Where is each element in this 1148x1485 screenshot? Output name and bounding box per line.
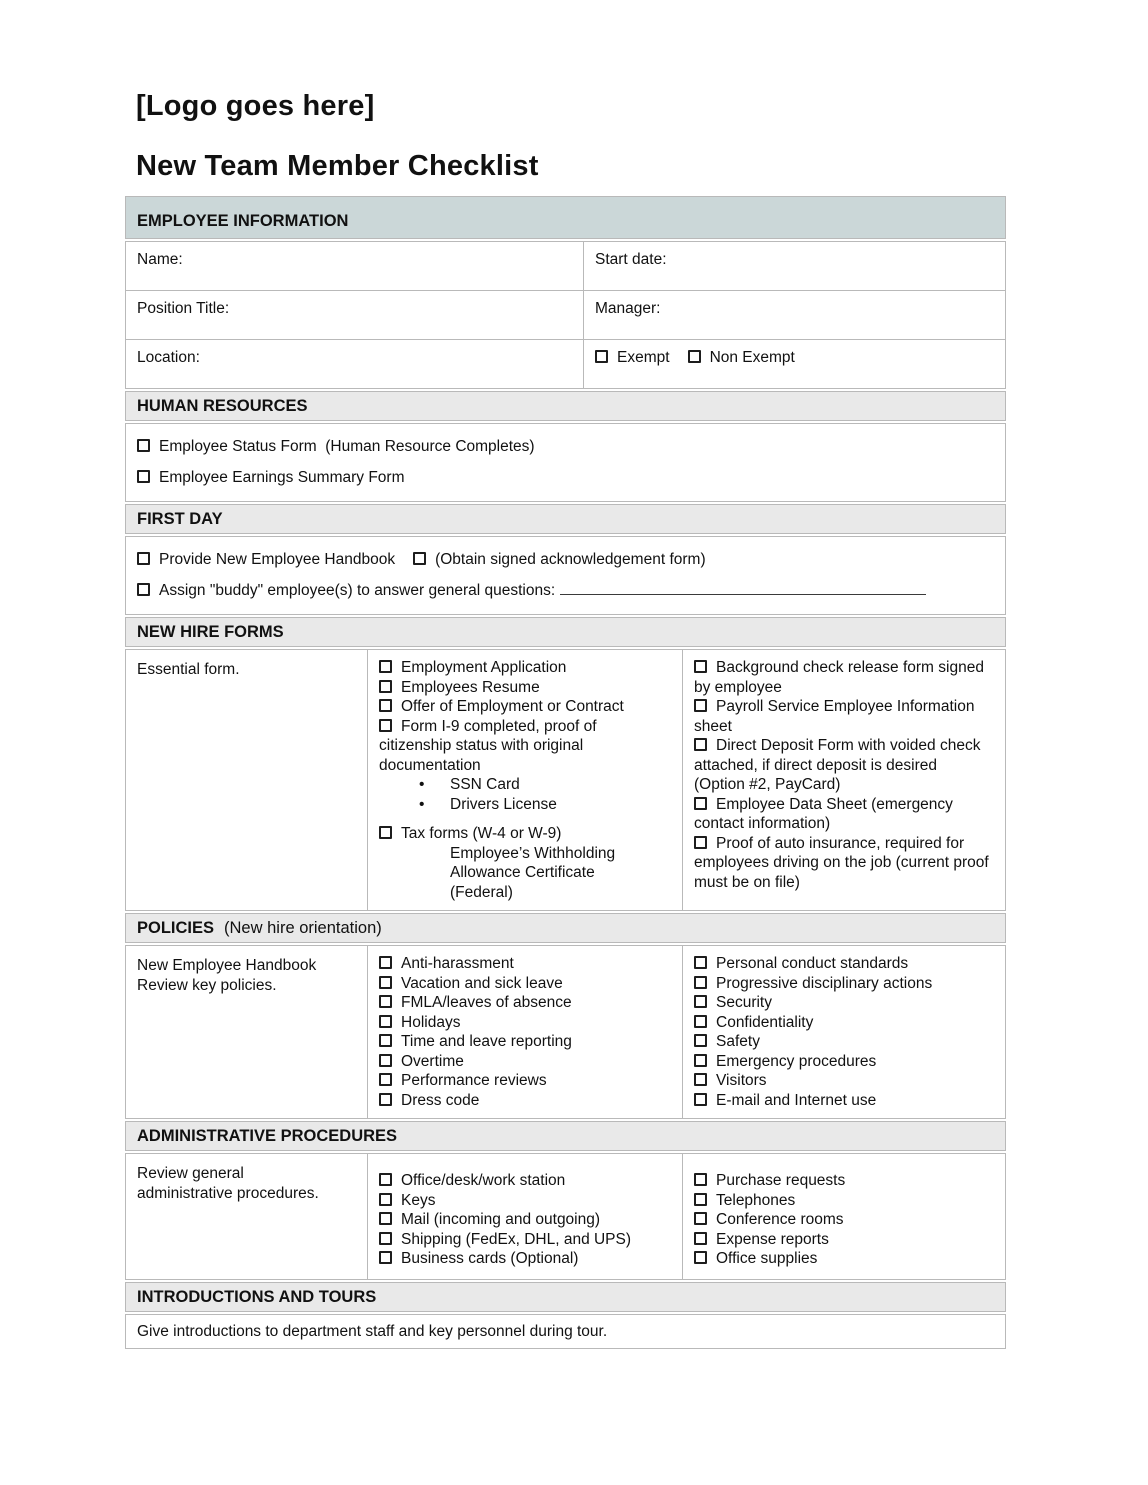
administrative-label-cell <box>126 1154 367 1279</box>
fill-in-blank-line[interactable] <box>560 582 926 595</box>
item-label: Vacation and sick leave <box>401 974 563 992</box>
item-checkbox[interactable] <box>379 1193 392 1206</box>
bullet-item <box>379 795 671 815</box>
checklist-item <box>379 1191 671 1211</box>
item-label: Employees Resume <box>401 678 540 696</box>
item-label: Time and leave reporting <box>401 1033 572 1050</box>
new-hire-forms-label-cell <box>126 650 367 910</box>
page-title: New Team Member Checklist <box>136 150 539 182</box>
row-label: New Employee Handbook <box>137 957 317 974</box>
item-label: Overtime <box>401 1052 464 1070</box>
item-checkbox[interactable] <box>379 1015 392 1028</box>
item-checkbox[interactable] <box>694 836 707 849</box>
item-checkbox[interactable] <box>694 1212 707 1225</box>
start-date-label: Start date: <box>595 251 667 268</box>
item-label: Assign "buddy" employee(s) to answer general questions: <box>159 581 556 599</box>
location-field[interactable] <box>126 340 583 388</box>
item-checkbox[interactable] <box>379 1212 392 1225</box>
item-checkbox[interactable] <box>379 719 392 732</box>
item-label: Anti-harassment <box>401 955 514 972</box>
item-label: Expense reports <box>716 1230 829 1248</box>
section-header-first-day: FIRST DAY <box>125 504 1006 534</box>
item-label: Direct Deposit Form with voided check attached, if direct deposit is desired (Option #2, PayCard) <box>694 737 985 793</box>
section-header-new-hire-forms: NEW HIRE FORMS <box>125 617 1006 647</box>
checklist-item <box>694 1171 994 1191</box>
employee-info-row-name <box>125 241 1006 291</box>
checklist-item <box>694 1091 994 1111</box>
item-label: Office supplies <box>716 1250 818 1267</box>
item-checkbox[interactable] <box>379 956 392 969</box>
non-exempt-label: Non Exempt <box>709 349 795 366</box>
item-checkbox[interactable] <box>137 439 150 452</box>
policies-row <box>125 945 1006 1119</box>
item-label: Keys <box>401 1191 436 1209</box>
section-header-human-resources: HUMAN RESOURCES <box>125 391 1006 421</box>
introductions-text: Give introductions to department staff and key personnel during tour. <box>137 1323 608 1340</box>
item-checkbox[interactable] <box>137 583 150 596</box>
new-hire-forms-row <box>125 649 1006 911</box>
administrative-procedures-row <box>125 1153 1006 1280</box>
item-checkbox[interactable] <box>379 1073 392 1086</box>
item-checkbox[interactable] <box>694 1232 707 1245</box>
manager-label: Manager: <box>595 300 661 317</box>
policies-label-cell <box>126 946 367 1118</box>
administrative-col2 <box>682 1154 1005 1279</box>
item-label: Employee Data Sheet (emergency contact information) <box>694 795 958 832</box>
item-checkbox[interactable] <box>694 1251 707 1264</box>
checklist-item <box>379 1013 671 1033</box>
item-label: Provide New Employee Handbook <box>159 551 396 568</box>
new-hire-forms-col2 <box>682 650 1005 910</box>
checklist-item <box>694 1191 994 1211</box>
item-checkbox[interactable] <box>379 680 392 693</box>
logo-placeholder: [Logo goes here] <box>136 90 375 122</box>
bullet-item <box>379 775 671 795</box>
item-checkbox[interactable] <box>694 660 707 673</box>
item-label: Proof of auto insurance, required for employees driving on the job (current proof must be on file) <box>694 834 993 891</box>
item-label: Telephones <box>716 1191 796 1209</box>
item-label: Confidentiality <box>716 1013 814 1031</box>
location-label: Location: <box>137 349 200 366</box>
item-checkbox[interactable] <box>379 1093 392 1106</box>
item-checkbox[interactable] <box>413 552 426 565</box>
new-hire-forms-col1 <box>367 650 682 910</box>
section-header-introductions-and-tours: INTRODUCTIONS AND TOURS <box>125 1282 1006 1312</box>
checklist-item <box>694 834 994 893</box>
item-label: Progressive disciplinary actions <box>716 974 933 992</box>
checklist-item <box>694 974 994 994</box>
exempt-checkbox[interactable] <box>595 350 608 363</box>
checklist-item <box>137 550 994 570</box>
checklist-item <box>694 795 994 834</box>
item-checkbox[interactable] <box>694 1193 707 1206</box>
checklist-item <box>694 1032 994 1052</box>
item-checkbox[interactable] <box>137 470 150 483</box>
checklist-item <box>379 678 671 698</box>
checklist-item <box>379 1171 671 1191</box>
item-label: Employee Status Form (Human Resource Completes) <box>159 438 535 455</box>
checklist-item <box>694 1210 994 1230</box>
manager-field[interactable] <box>583 291 1005 339</box>
item-label: Form I-9 completed, proof of citizenship status with original documentation <box>379 717 601 774</box>
bullet-label: Drivers License <box>450 795 557 813</box>
item-checkbox[interactable] <box>379 1251 392 1264</box>
checklist-item <box>379 1052 671 1072</box>
section-header-administrative-procedures: ADMINISTRATIVE PROCEDURES <box>125 1121 1006 1151</box>
checklist-item <box>379 697 671 717</box>
section-header-employee-information: EMPLOYEE INFORMATION <box>125 196 1006 239</box>
checklist-item <box>379 1032 671 1052</box>
checklist-item <box>379 1091 671 1111</box>
item-label: Dress code <box>401 1091 480 1109</box>
row-label: Review general <box>137 1165 244 1182</box>
item-checkbox[interactable] <box>694 1073 707 1086</box>
checklist-item <box>379 824 671 844</box>
item-checkbox[interactable] <box>694 738 707 751</box>
bullet-icon: • <box>419 776 425 793</box>
checklist-item <box>137 468 994 488</box>
item-checkbox[interactable] <box>379 1034 392 1047</box>
item-checkbox[interactable] <box>694 1034 707 1047</box>
item-label: Business cards (Optional) <box>401 1250 579 1267</box>
checklist-item <box>137 437 994 457</box>
policies-header-label: POLICIES <box>137 919 215 937</box>
item-label: Visitors <box>716 1072 767 1089</box>
checklist-item <box>379 974 671 994</box>
name-field[interactable] <box>126 242 583 290</box>
item-label: Safety <box>716 1033 760 1050</box>
item-label: Payroll Service Employee Information sheet <box>694 698 979 735</box>
item-checkbox[interactable] <box>379 660 392 673</box>
human-resources-cell <box>126 424 1005 501</box>
item-label: Mail (incoming and outgoing) <box>401 1211 601 1228</box>
row-label: Review key policies. <box>137 976 277 994</box>
start-date-field[interactable] <box>583 242 1005 290</box>
item-label: Conference rooms <box>716 1211 844 1228</box>
item-label: Purchase requests <box>716 1172 846 1189</box>
employee-info-row-position <box>125 290 1006 340</box>
exemption-status-field <box>583 340 1005 388</box>
item-checkbox[interactable] <box>379 976 392 989</box>
checklist-item <box>694 1052 994 1072</box>
item-checkbox[interactable] <box>694 1054 707 1067</box>
item-checkbox[interactable] <box>694 1093 707 1106</box>
item-label: Offer of Employment or Contract <box>401 698 624 715</box>
checklist-item <box>694 1249 994 1269</box>
checklist-item <box>694 1230 994 1250</box>
item-checkbox[interactable] <box>379 1232 392 1245</box>
checklist-item <box>379 954 671 974</box>
checklist-item <box>137 581 994 601</box>
item-checkbox[interactable] <box>379 699 392 712</box>
item-checkbox[interactable] <box>137 552 150 565</box>
checklist-item <box>379 1210 671 1230</box>
row-label: administrative procedures. <box>137 1184 319 1202</box>
first-day-cell <box>126 537 1005 614</box>
administrative-col1 <box>367 1154 682 1279</box>
item-label: Employee Earnings Summary Form <box>159 468 405 486</box>
item-checkbox[interactable] <box>694 1173 707 1186</box>
checklist-item <box>379 993 671 1013</box>
item-label: Security <box>716 994 772 1011</box>
position-title-label: Position Title: <box>137 300 230 317</box>
bullet-icon: • <box>419 795 425 813</box>
sub-line: Allowance Certificate <box>450 864 595 881</box>
checklist-item <box>694 954 994 974</box>
item-checkbox[interactable] <box>694 956 707 969</box>
sub-line: (Federal) <box>450 883 513 901</box>
item-checkbox[interactable] <box>379 1054 392 1067</box>
sub-line: Employee’s Withholding <box>450 844 616 862</box>
item-label: Personal conduct standards <box>716 955 909 972</box>
non-exempt-checkbox[interactable] <box>688 350 701 363</box>
checklist-item <box>694 697 994 736</box>
checklist-item <box>379 658 671 678</box>
item-label: Office/desk/work station <box>401 1172 566 1189</box>
item-label: Shipping (FedEx, DHL, and UPS) <box>401 1230 632 1248</box>
section-header-policies <box>125 913 1006 943</box>
bullet-label: SSN Card <box>450 776 520 793</box>
item-label: Holidays <box>401 1013 461 1031</box>
name-label: Name: <box>137 251 183 268</box>
employee-info-row-location <box>125 339 1006 389</box>
item-checkbox[interactable] <box>694 797 707 810</box>
item-label: Tax forms (W-4 or W-9) <box>401 825 562 842</box>
item-label: FMLA/leaves of absence <box>401 994 572 1011</box>
human-resources-row <box>125 423 1006 502</box>
item-label: (Obtain signed acknowledgement form) <box>435 551 706 568</box>
item-checkbox[interactable] <box>379 826 392 839</box>
position-title-field[interactable] <box>126 291 583 339</box>
row-label: Essential form. <box>137 661 240 678</box>
item-label: E-mail and Internet use <box>716 1091 877 1109</box>
checklist-item <box>379 1071 671 1091</box>
checklist-item <box>379 1249 671 1269</box>
checklist-item <box>694 1071 994 1091</box>
checklist-item <box>379 1230 671 1250</box>
checklist-item <box>379 717 671 776</box>
item-checkbox[interactable] <box>694 1015 707 1028</box>
item-label: Background check release form signed by employee <box>694 659 989 696</box>
policies-col1 <box>367 946 682 1118</box>
item-checkbox[interactable] <box>694 699 707 712</box>
checklist-item <box>694 993 994 1013</box>
policies-header-note: (New hire orientation) <box>224 919 382 937</box>
checklist-table <box>125 196 1006 1349</box>
item-checkbox[interactable] <box>694 995 707 1008</box>
item-label: Emergency procedures <box>716 1052 877 1070</box>
item-label: Performance reviews <box>401 1072 547 1089</box>
item-checkbox[interactable] <box>379 1173 392 1186</box>
item-checkbox[interactable] <box>379 995 392 1008</box>
policies-col2 <box>682 946 1005 1118</box>
introductions-row <box>125 1314 1006 1349</box>
checklist-item <box>694 658 994 697</box>
exempt-label: Exempt <box>617 349 670 366</box>
item-checkbox[interactable] <box>694 976 707 989</box>
checklist-item <box>694 736 994 795</box>
checklist-item <box>694 1013 994 1033</box>
first-day-row <box>125 536 1006 615</box>
item-label: Employment Application <box>401 659 567 676</box>
